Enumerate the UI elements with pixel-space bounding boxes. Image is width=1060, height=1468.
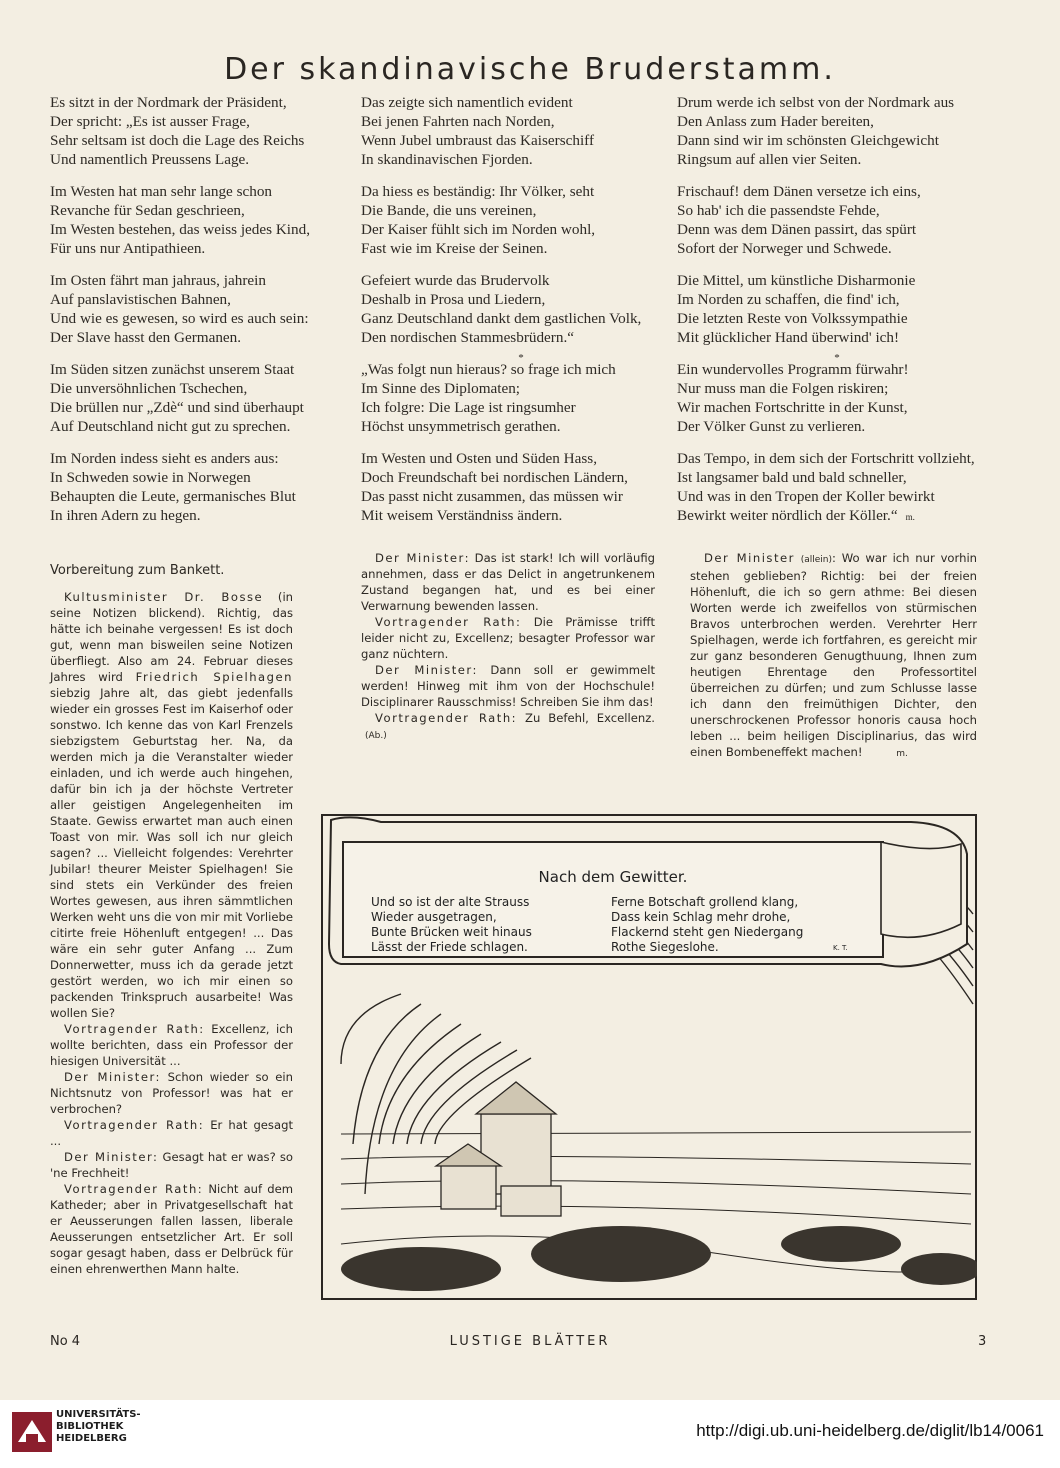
poem-line: [677, 417, 997, 436]
poem-line-text: Die brüllen nur „Zdè“ und sind überhaupt: [50, 399, 304, 416]
poem-line: [677, 93, 997, 112]
poem-line-text: In ihren Adern zu hegen.: [50, 507, 201, 524]
poem-stanza: [361, 449, 681, 525]
source-url-link[interactable]: http://digi.ub.uni-heidelberg.de/diglit/lb14/0061: [696, 1421, 1044, 1440]
library-line-2: BIBLIOTHEK: [56, 1421, 124, 1432]
speaker: Der Minister: [704, 551, 795, 565]
poem-signature: m.: [905, 512, 915, 522]
poem-line: [50, 150, 370, 169]
poem-line-text: Höchst unsymmetrisch gerathen.: [361, 418, 561, 435]
poem-line: [361, 506, 681, 525]
speaker: Vortragender Rath:: [375, 615, 522, 629]
poem-line: [50, 220, 370, 239]
library-line-3: HEIDELBERG: [56, 1433, 127, 1444]
poem-stanza: [677, 271, 997, 347]
illustration-verse-line: Und so ist der alte Strauss: [371, 895, 530, 909]
poem-line: [677, 468, 997, 487]
illustration-title: Nach dem Gewitter.: [538, 868, 688, 886]
poem-stanza: [361, 271, 681, 347]
library-line-1: UNIVERSITÄTS-: [56, 1409, 141, 1420]
poem-stanza: [361, 93, 681, 169]
poem-line-text: Es sitzt in der Nordmark der Präsident,: [50, 94, 287, 111]
library-logo-icon: [12, 1412, 52, 1452]
poem-line-text: Und wie es gewesen, so wird es auch sein:: [50, 310, 309, 327]
illustration-verse-line: Wieder ausgetragen,: [371, 910, 497, 924]
poem-line-text: Der spricht: „Es ist ausser Frage,: [50, 113, 250, 130]
poem-line-text: Bewirkt weiter nördlich der Köller.“: [677, 507, 898, 524]
poem-line-text: Wenn Jubel umbraust das Kaiserschiff: [361, 132, 595, 149]
poem-line: [677, 506, 997, 527]
poem-line: [50, 360, 370, 379]
poem-line: [361, 239, 681, 258]
dialog-paragraph: [50, 1117, 293, 1149]
poem-line: [677, 309, 997, 328]
poem-line-text: Auf Deutschland nicht gut zu sprechen.: [50, 418, 291, 435]
poem-line-text: Für uns nur Antipathieen.: [50, 240, 206, 257]
poem-line-text: Im Westen und Osten und Süden Hass,: [361, 450, 597, 467]
poem-line-text: Die letzten Reste von Volkssympathie: [677, 310, 908, 327]
speaker: Der Minister:: [375, 663, 478, 677]
dialog-text: Nicht auf dem Katheder; aber in Privatgesellschaft hat er Aeusserungen fallen lassen, liberale Aeusserungen entsetzlicher Art. Er soll sogar gesagt haben, dass er Delbrück für einen ehrenwerthen Mann halte.: [50, 1182, 293, 1276]
poem-line: [677, 271, 997, 290]
poem-line-text: „Was folgt nun hieraus? so frage ich mich: [361, 361, 616, 378]
person-name: Friedrich Spielhagen: [135, 670, 293, 684]
poem-line: [50, 182, 370, 201]
dialog-text: Dann soll er gewimmelt werden! Hinweg mit ihm von der Hochschule! Disciplinarer Rausschmiss! Schreiben Sie ihm das!: [361, 663, 655, 709]
poem-line-text: Fast wie im Kreise der Seinen.: [361, 240, 548, 257]
poem-line: [361, 220, 681, 239]
paragraph-text: (in seine Notizen blickend). Richtig, das hätte ich beinahe vergessen! Es ist doch gut, wenn man bisweilen seine Notizen überfliegt. Also am 24. Februar dieses Jahres wird: [50, 590, 294, 684]
dialog-paragraph: [361, 614, 655, 662]
poem-stanza: * Ein wundervolles Programm fürwahr! Nur muss man die Folgen riskiren; Wir machen Fortschritte in der Kunst, Der Völker Gunst zu verlieren.: [677, 360, 997, 436]
poem-line-text: Der Slave hasst den Germanen.: [50, 329, 242, 346]
dialog-paragraph: [50, 1149, 293, 1181]
speaker: Vortragender Rath:: [64, 1022, 205, 1036]
poem-line: [361, 93, 681, 112]
poem-line: [50, 112, 370, 131]
poem-line-text: Im Sinne des Diplomaten;: [361, 380, 521, 397]
paragraph-text: : Wo war ich nur vorhin stehen geblieben? Richtig: bei der freien Höhenluft, die ich so gern athme: Bei diesen Worten werde ich zweifellos von stürmischen Bravos unterbrochen werden. Verehrter Herr Spielhagen, werde ich fortfahren, es gereicht mir zur ganz besonderen Genugthuung, Ihnen zum heutigen Ehrentage den Professortitel überreichen zu dürfen; und zum Schlusse lasse ich dann den freimüthigen Dichter, den unerschrockenen Professor honoris causa hoch leben ... beim heiligen Disciplinarius, das wird einen Bombeneffekt machen!: [690, 551, 978, 759]
poem-line: [361, 290, 681, 309]
dialog-text: Gesagt hat er was? so 'ne Frechheit!: [50, 1150, 294, 1180]
poem-line: [50, 309, 370, 328]
poem-line: [50, 487, 370, 506]
dialog-text: Er hat gesagt ...: [50, 1118, 293, 1148]
illustration-verse-line: Dass kein Schlag mehr drohe,: [611, 910, 791, 924]
poem-line-text: Mit glücklicher Hand überwind' ich!: [677, 329, 900, 346]
poem-line: [361, 271, 681, 290]
poem-line: [50, 506, 370, 525]
speaker: Der Minister:: [64, 1150, 159, 1164]
poem-line: [677, 487, 997, 506]
poem-line-text: Ganz Deutschland dankt dem gastlichen Volk,: [361, 310, 642, 327]
poem-line-text: Ringsum auf allen vier Seiten.: [677, 151, 862, 168]
poem-line-text: Das zeigte sich namentlich evident: [361, 94, 573, 111]
illustration-verse-line: Flackernd steht gen Niedergang: [611, 925, 804, 939]
poem-line-text: Drum werde ich selbst von der Nordmark aus: [677, 94, 955, 111]
speaker: Vortragender Rath:: [64, 1118, 205, 1132]
article-paragraph: [50, 589, 293, 1021]
article-paragraph: [690, 550, 977, 762]
poem-line-text: Ein wundervolles Programm fürwahr!: [677, 361, 909, 378]
page-number: 3: [978, 1334, 987, 1349]
issue-number: No 4: [50, 1334, 81, 1349]
poem-line-text: Im Norden zu schaffen, die find' ich,: [677, 291, 900, 308]
poem-line: [50, 468, 370, 487]
poem-column-2: [361, 93, 681, 538]
poem-line-text: Den Anlass zum Hader bereiten,: [677, 113, 874, 130]
poem-line-text: Mit weisem Verständniss ändern.: [361, 507, 563, 524]
poem-line-text: Sofort der Norweger und Schwede.: [677, 240, 892, 257]
poem-stanza: [677, 449, 997, 527]
poem-line: [361, 417, 681, 436]
dialog-text: Schon wieder so ein Nichtsnutz von Professor! was hat er verbrochen?: [50, 1070, 293, 1116]
poem-line: [677, 239, 997, 258]
poem-line: [50, 93, 370, 112]
paragraph-text: siebzig Jahre alt, das giebt jedenfalls wieder ein grosses Fest im Kaiserhof oder sonstwo. Ich kenne das von Karl Frenzels siebzigstem Geburtstag her. Na, da werden mich ja die Veranstalter wieder einladen, und ich werde auch hingehen, dafür bin ich ja der höchste Vertreter aller geistigen Angelegenheiten im Staate. Gewiss erwartet man auch einen Toast von mir. Was soll ich nur gleich sagen? ... Vielleicht folgendes: Verehrter Jubilar! theurer Meister Spielhagen! Sie sind stets ein Verkünder des freien Wortes gewesen, aus ihren sämmtlichen Werken weht uns die von mir mit Vorliebe citirte freie Höhenluft entgegen! ... Das wäre ein sehr guter Anfang ... Zum Donnerwetter, muss ich da gerade jetzt gestört werden, wo ich mir einen so packenden Trinkspruch ausarbeite! Was wollen Sie?: [50, 686, 293, 1020]
poem-line: [50, 271, 370, 290]
poem-stanza: [50, 271, 370, 347]
poem-line: [677, 201, 997, 220]
poem-line: [361, 201, 681, 220]
poem-line-text: In Schweden sowie in Norwegen: [50, 469, 251, 486]
poem-stanza: [361, 182, 681, 258]
poem-line: [677, 220, 997, 239]
illustration-signature: K. T.: [833, 944, 848, 952]
poem-line: [677, 290, 997, 309]
poem-line-text: Wir machen Fortschritte in der Kunst,: [677, 399, 908, 416]
poem-line-text: In skandinavischen Fjorden.: [361, 151, 533, 168]
dialog-text: Die Prämisse trifft leider nicht zu, Excellenz; besagter Professor war ganz nüchtern.: [361, 615, 656, 661]
poem-line-text: Die unversöhnlichen Tschechen,: [50, 380, 248, 397]
dialog-text: Zu Befehl, Excellenz.: [517, 711, 655, 725]
article-column-3: [690, 550, 977, 762]
poem-line: [361, 112, 681, 131]
dialog-paragraph: [361, 662, 655, 710]
poem-line-text: Im Süden sitzen zunächst unserem Staat: [50, 361, 295, 378]
poem-line: [361, 182, 681, 201]
poem-stanza: [50, 93, 370, 169]
dialog-paragraph: [361, 550, 655, 614]
poem-line-text: Ich folgre: Die Lage ist ringsumher: [361, 399, 576, 416]
dialog-paragraph: [361, 710, 655, 744]
dialog-paragraph: [50, 1069, 293, 1117]
article-column-2: [361, 550, 655, 744]
poem-line: [50, 290, 370, 309]
poem-line-text: Im Osten fährt man jahraus, jahrein: [50, 272, 266, 289]
poem-stanza: [50, 360, 370, 436]
poem-line-text: Bei jenen Fahrten nach Norden,: [361, 113, 555, 130]
poem-stanza: [50, 449, 370, 525]
poem-line-text: Denn was dem Dänen passirt, das spürt: [677, 221, 917, 238]
poem-stanza: [677, 182, 997, 258]
illustration-verse-line: Ferne Botschaft grollend klang,: [611, 895, 799, 909]
magazine-name: LUSTIGE BLÄTTER: [449, 1334, 611, 1349]
poem-line-text: Der Kaiser fühlt sich im Norden wohl,: [361, 221, 596, 238]
poem-line: [361, 379, 681, 398]
poem-line-text: Das Tempo, in dem sich der Fortschritt vollzieht,: [677, 450, 975, 467]
poem-line-text: Deshalb in Prosa und Liedern,: [361, 291, 546, 308]
dialog-list: [50, 1021, 293, 1277]
poem-line-text: Ist langsamer bald und bald schneller,: [677, 469, 907, 486]
poem-line-text: Im Westen hat man sehr lange schon: [50, 183, 273, 200]
poem-line-text: Da hiess es beständig: Ihr Völker, seht: [361, 183, 595, 200]
article-body-1: [50, 589, 293, 1277]
poem-stanza: [50, 182, 370, 258]
poem-line-text: Frischauf! dem Dänen versetze ich eins,: [677, 183, 921, 200]
illustration-verse-line: Lässt der Friede schlagen.: [371, 940, 528, 954]
dialog-paragraph: [50, 1181, 293, 1277]
poem-line-text: Den nordischen Stammesbrüdern.“: [361, 329, 574, 346]
poem-line: [677, 398, 997, 417]
poem-line: [50, 239, 370, 258]
poem-line-text: Die Mittel, um künstliche Disharmonie: [677, 272, 916, 289]
signature: m.: [896, 749, 908, 759]
illustration-verse-line: Rothe Siegeslohe.: [611, 940, 719, 954]
poem-line-text: Und namentlich Preussens Lage.: [50, 151, 250, 168]
poem-line: [361, 309, 681, 328]
dialog-text: Das ist stark! Ich will vorläufig annehmen, dass er das Delict in angetrunkenem Zustand begangen hat, und es bei einer Verwarnung bewenden lassen.: [361, 551, 656, 613]
poem-line: [677, 182, 997, 201]
poem-line: [50, 449, 370, 468]
poem-line-text: Der Völker Gunst zu verlieren.: [677, 418, 866, 435]
poem-line-text: Und was in den Tropen der Koller bewirkt: [677, 488, 935, 505]
poem-line: [361, 398, 681, 417]
poem-line-text: Behaupten die Leute, germanisches Blut: [50, 488, 296, 505]
speaker: Der Minister:: [64, 1070, 161, 1084]
poem-line: [361, 468, 681, 487]
speaker: Vortragender Rath:: [375, 711, 518, 725]
poem-line-text: Dann sind wir im schönsten Gleichgewicht: [677, 132, 939, 149]
poem-line: [50, 131, 370, 150]
poem-line: [677, 379, 997, 398]
page-title: Der skandinavische Bruderstamm.: [224, 52, 836, 87]
poem-line: [677, 328, 997, 347]
speaker: Kultusminister Dr. Bosse: [64, 590, 264, 604]
poem-stanza: * „Was folgt nun hieraus? so frage ich mich Im Sinne des Diplomaten; Ich folgre: Die Lage ist ringsumher Höchst unsymmetrisch gerathen.: [361, 360, 681, 436]
illustration-verse-line: Bunte Brücken weit hinaus: [371, 925, 532, 939]
article-heading: Vorbereitung zum Bankett.: [50, 563, 225, 578]
speaker: Der Minister:: [375, 551, 470, 565]
poem-line: [50, 328, 370, 347]
poem-line: [361, 328, 681, 347]
poem-line: [50, 417, 370, 436]
poem-stanza: [677, 93, 997, 169]
poem-line: [677, 449, 997, 468]
poem-line: [361, 449, 681, 468]
poem-line: [677, 112, 997, 131]
poem-line-text: Gefeiert wurde das Brudervolk: [361, 272, 550, 289]
dialog-paragraph: [50, 1021, 293, 1069]
dialog-text: Excellenz, ich wollte berichten, dass ein Professor der hiesigen Universität ...: [50, 1022, 294, 1068]
illustration-verse-left: [371, 895, 532, 954]
poem-line-text: Die Bande, die uns vereinen,: [361, 202, 537, 219]
poem-column-3: [677, 93, 997, 540]
poem-line-text: Das passt nicht zusammen, das müssen wir: [361, 488, 623, 505]
poem-line-text: Nur muss man die Folgen riskiren;: [677, 380, 889, 397]
poem-line-text: Sehr seltsam ist doch die Lage des Reichs: [50, 132, 305, 149]
poem-line-text: Revanche für Sedan geschrieen,: [50, 202, 245, 219]
article-column-1: [50, 563, 293, 591]
poem-line: [50, 398, 370, 417]
poem-line: [50, 379, 370, 398]
poem-line-text: Im Westen bestehen, das weiss jedes Kind,: [50, 221, 311, 238]
library-name: [56, 1409, 141, 1445]
poem-line: [677, 150, 997, 169]
speaker: Vortragender Rath:: [64, 1182, 204, 1196]
poem-line: [677, 131, 997, 150]
stage-direction: (allein): [800, 555, 833, 565]
poem-line-text: So hab' ich die passendste Fehde,: [677, 202, 880, 219]
poem-line: [361, 487, 681, 506]
poem-line-text: Doch Freundschaft bei nordischen Ländern,: [361, 469, 628, 486]
poem-line: [50, 201, 370, 220]
poem-line: [361, 131, 681, 150]
illustration-nach-dem-gewitter: [321, 814, 977, 1300]
poem-line: [361, 150, 681, 169]
poem-column-1: [50, 93, 370, 538]
stage-direction: (Ab.): [365, 731, 387, 741]
poem-line-text: Im Norden indess sieht es anders aus:: [50, 450, 279, 467]
poem-line-text: Auf panslavistischen Bahnen,: [50, 291, 231, 308]
